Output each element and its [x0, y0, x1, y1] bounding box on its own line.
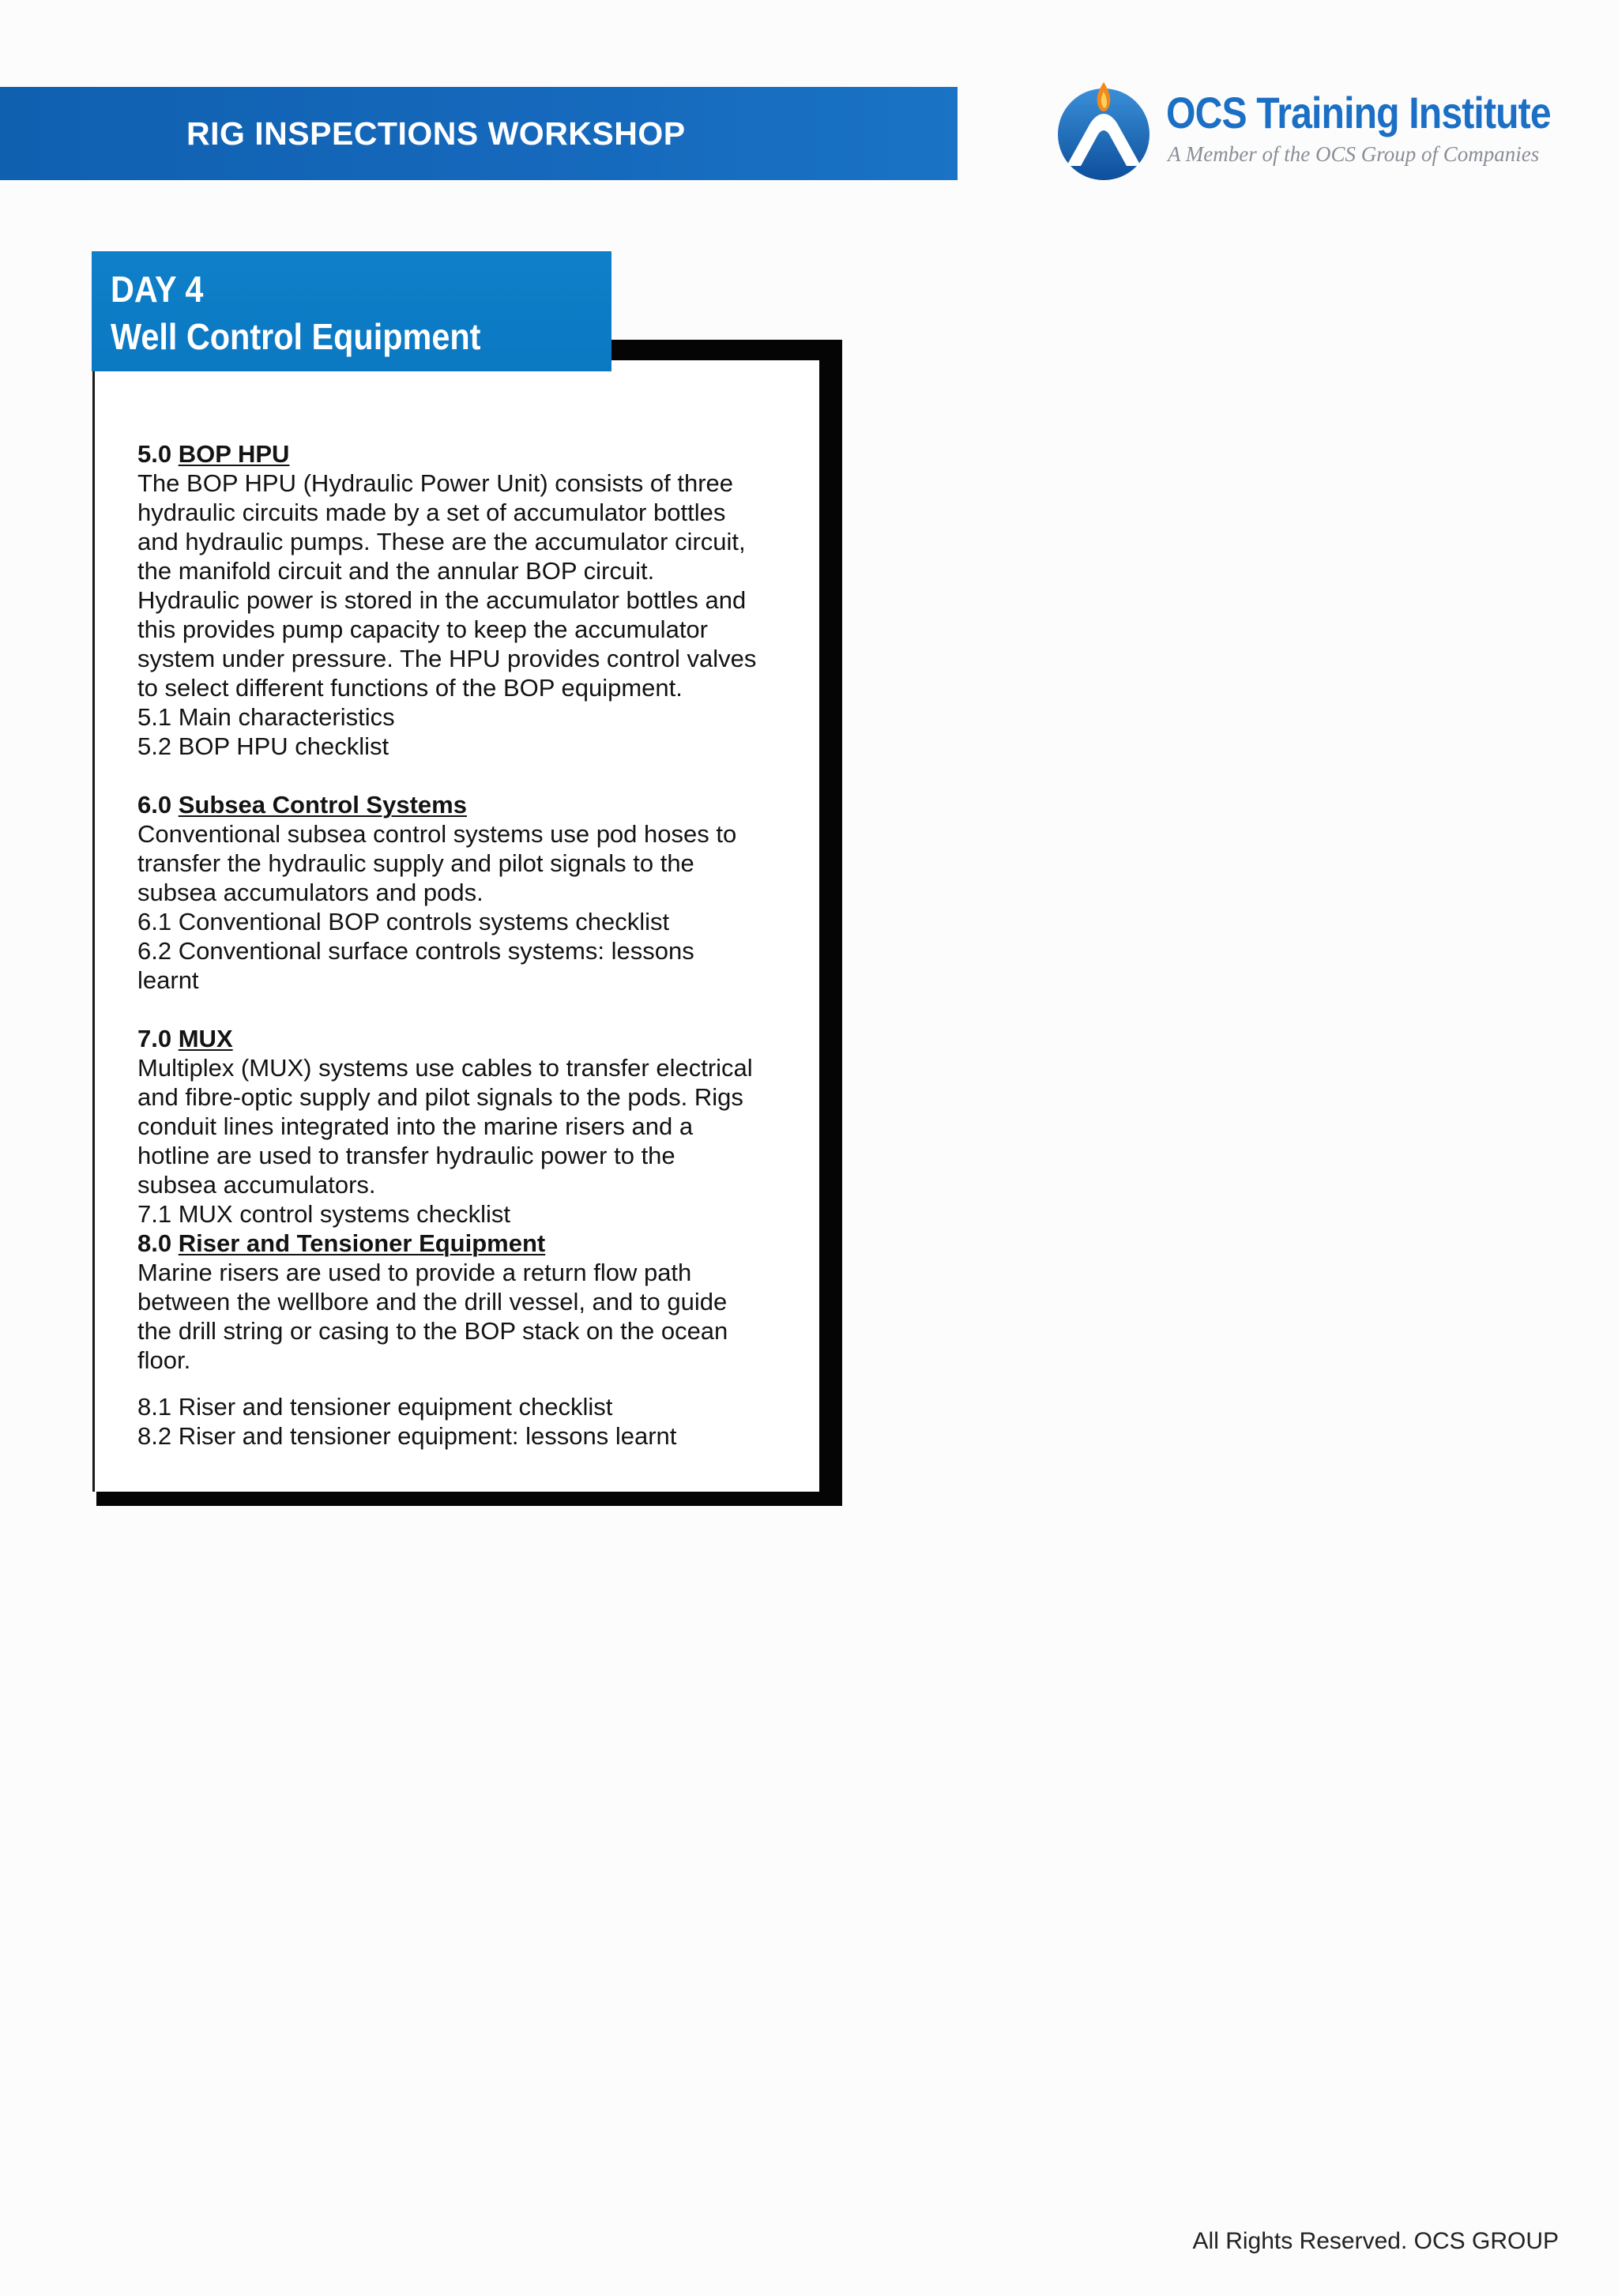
body-line: Multiplex (MUX) systems use cables to transfer electrical [137, 1054, 753, 1082]
body-line: hotline are used to transfer hydraulic power to the [137, 1142, 675, 1169]
section-heading [137, 1229, 801, 1258]
section-title: Riser and Tensioner Equipment [178, 1229, 546, 1257]
body-line: and hydraulic pumps. These are the accumulator circuit, [137, 528, 746, 555]
body-line: the drill string or casing to the BOP stack on the ocean [137, 1317, 728, 1345]
ocs-logo-icon [1051, 77, 1157, 183]
body-line: The BOP HPU (Hydraulic Power Unit) consists of three [137, 469, 734, 497]
section-title: Subsea Control Systems [178, 791, 467, 819]
body-line: floor. [137, 1346, 191, 1374]
body-line: Conventional subsea control systems use pod hoses to [137, 820, 737, 848]
section-number: 6.0 [137, 791, 172, 819]
workshop-title: RIG INSPECTIONS WORKSHOP [186, 115, 686, 152]
body-line: Hydraulic power is stored in the accumulator bottles and [137, 586, 747, 614]
list-item: 8.2 Riser and tensioner equipment: lessons learnt [137, 1422, 677, 1450]
section-heading [137, 790, 801, 819]
body-line: to select different functions of the BOP equipment. [137, 674, 683, 702]
logo-subtitle: A Member of the OCS Group of Companies [1168, 142, 1540, 166]
body-line: subsea accumulators. [137, 1171, 376, 1199]
footer-copyright: All Rights Reserved. OCS GROUP [1192, 2228, 1559, 2254]
body-line: and fibre-optic supply and pilot signals to the pods. Rigs [137, 1083, 743, 1111]
list-item: 7.1 MUX control systems checklist [137, 1200, 511, 1228]
agenda-content [137, 439, 801, 1451]
section-heading [137, 439, 801, 469]
body-line: Marine risers are used to provide a return flow path [137, 1259, 692, 1286]
body-line: subsea accumulators and pods. [137, 879, 484, 906]
section-number: 7.0 [137, 1025, 172, 1052]
section-title: BOP HPU [178, 440, 290, 468]
body-line: the manifold circuit and the annular BOP circuit. [137, 557, 655, 585]
top-banner [0, 87, 958, 180]
body-line: transfer the hydraulic supply and pilot signals to the [137, 849, 694, 877]
body-line: system under pressure. The HPU provides control valves [137, 645, 757, 672]
ocs-logo [1051, 73, 1572, 191]
list-item: 5.1 Main characteristics [137, 703, 395, 731]
body-line: conduit lines integrated into the marine risers and a [137, 1112, 694, 1140]
body-line: hydraulic circuits made by a set of accumulator bottles [137, 499, 726, 526]
list-item: 6.1 Conventional BOP controls systems checklist [137, 908, 670, 935]
day-banner [92, 251, 611, 371]
section-number: 8.0 [137, 1229, 172, 1257]
body-line: this provides pump capacity to keep the accumulator [137, 615, 708, 643]
list-item: 6.2 Conventional surface controls systems: lessons [137, 937, 694, 965]
logo-title: OCS Training Institute [1166, 88, 1551, 137]
day-label: DAY 4 [111, 269, 204, 310]
section-number: 5.0 [137, 440, 172, 468]
list-item: 8.1 Riser and tensioner equipment checklist [137, 1393, 613, 1421]
day-topic: Well Control Equipment [111, 316, 481, 357]
section-heading [137, 1024, 801, 1053]
list-item: learnt [137, 966, 199, 994]
body-line: between the wellbore and the drill vessel, and to guide [137, 1288, 728, 1315]
section-title: MUX [178, 1025, 233, 1052]
list-item: 5.2 BOP HPU checklist [137, 732, 389, 760]
